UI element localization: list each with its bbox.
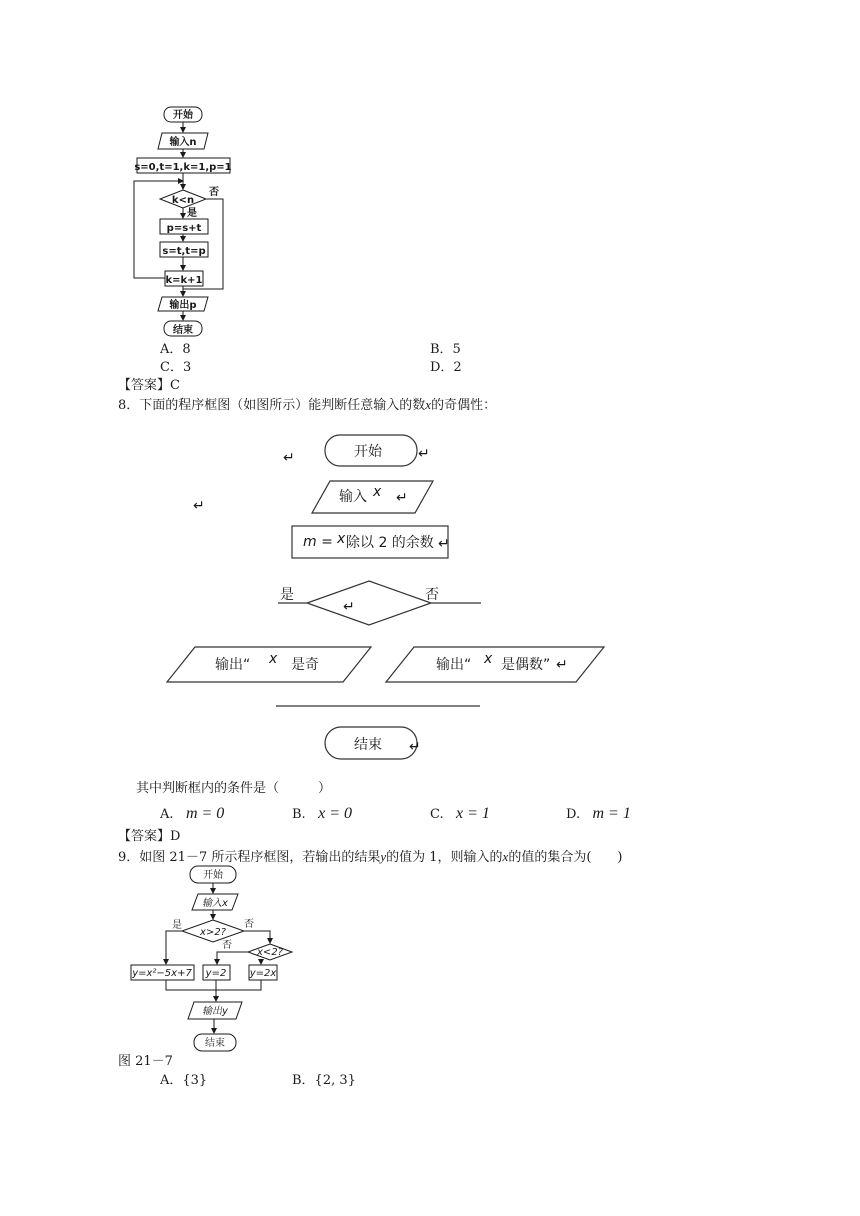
no1-label: 否: [244, 919, 254, 930]
q8-stem-tail: 的奇偶性：: [431, 398, 497, 413]
output-label: 输出y: [202, 1006, 228, 1017]
box-quadratic-label: y=x²−5x+7: [132, 968, 192, 979]
q9-caption: 图 21－7: [118, 1054, 173, 1069]
return-mark: ↵: [396, 490, 408, 506]
assign-m: m =: [303, 534, 333, 550]
condition1-label: x>2?: [200, 927, 226, 938]
q7-answer: 【答案】C: [118, 378, 180, 393]
box-linear-label: y=2x: [249, 968, 277, 979]
output-label: 输出p: [169, 300, 197, 311]
q8-option-a-label: A.: [160, 807, 174, 822]
q8-var-x: x: [425, 397, 432, 412]
q8-option-d-label: D.: [566, 807, 581, 822]
init-label: s=0,t=1,k=1,p=1: [134, 162, 232, 173]
yes1-label: 是: [172, 920, 182, 931]
no-label: 否: [209, 187, 219, 198]
return-mark: ↵: [438, 536, 450, 552]
yes-label: 是: [187, 208, 197, 219]
q7-option-a: A．8: [160, 342, 191, 357]
output-even-suffix: 是偶数”: [501, 657, 551, 673]
output-odd-prefix: 输出“: [215, 657, 251, 673]
box-constant-label: y=2: [205, 968, 227, 979]
q7-option-c: C．3: [160, 360, 192, 375]
return-mark: ↵: [343, 599, 355, 615]
q8-question: 其中判断框内的条件是（ ）: [136, 781, 332, 796]
end-label: 结束: [205, 1038, 225, 1049]
q9-stem-b: 的值为 1，则输入的: [386, 850, 503, 865]
no-label: 否: [425, 587, 439, 603]
q8-option-a-math: m = 0: [185, 805, 225, 822]
q8-answer: 【答案】D: [118, 829, 181, 844]
end-label: 结束: [173, 325, 193, 336]
q8-option-d-math: m = 1: [592, 805, 631, 822]
output-odd-var: x: [269, 651, 278, 667]
condition-label: k<n: [171, 195, 195, 206]
start-label: 开始: [203, 870, 223, 881]
q8-option-c-label: C.: [430, 807, 444, 822]
return-mark: ↵: [283, 450, 295, 466]
return-mark: ↵: [193, 498, 205, 514]
q9-var-y: y: [380, 849, 387, 864]
q8-option-b-math: x = 0: [318, 805, 352, 822]
input-var-x: x: [373, 484, 382, 500]
start-label: 开始: [173, 110, 193, 121]
return-mark: ↵: [418, 446, 430, 462]
q7-option-d: D．2: [430, 360, 462, 375]
output-even-prefix: 输出“: [436, 657, 472, 673]
q9-stem-c: 的值的集合为( ): [508, 850, 623, 865]
input-label: 输入x: [202, 898, 228, 909]
condition2-label: x<2?: [257, 947, 283, 958]
return-mark: ↵: [556, 657, 568, 673]
input-label: 输入: [339, 489, 367, 505]
q8-option-c-math: x = 1: [456, 805, 490, 822]
output-odd-suffix: 是奇: [291, 657, 319, 673]
start-label: 开始: [354, 444, 382, 460]
q9-option-b: B．{2, 3}: [292, 1073, 356, 1088]
output-even-var: x: [484, 651, 493, 667]
input-label: 输入n: [169, 137, 197, 148]
q7-option-b: B．5: [430, 342, 461, 357]
q9-stem-a: 9．如图 21－7 所示程序框图，若输出的结果: [118, 850, 381, 865]
q9-var-x: x: [502, 849, 509, 864]
assign-rest: 除以 2 的余数: [346, 535, 434, 551]
step2-label: s=t,t=p: [162, 246, 206, 257]
no2-label: 否: [222, 940, 232, 951]
end-label: 结束: [354, 737, 382, 753]
return-mark: ↵: [409, 739, 421, 755]
step1-label: p=s+t: [166, 223, 202, 234]
q8-stem-text: 8．下面的程序框图（如图所示）能判断任意输入的数: [118, 398, 426, 413]
assign-var-x: x: [337, 531, 346, 547]
step3-label: k=k+1: [165, 275, 203, 286]
q9-option-a: A．{3}: [160, 1073, 208, 1088]
q8-option-b-label: B.: [292, 807, 306, 822]
yes-label: 是: [280, 587, 294, 603]
